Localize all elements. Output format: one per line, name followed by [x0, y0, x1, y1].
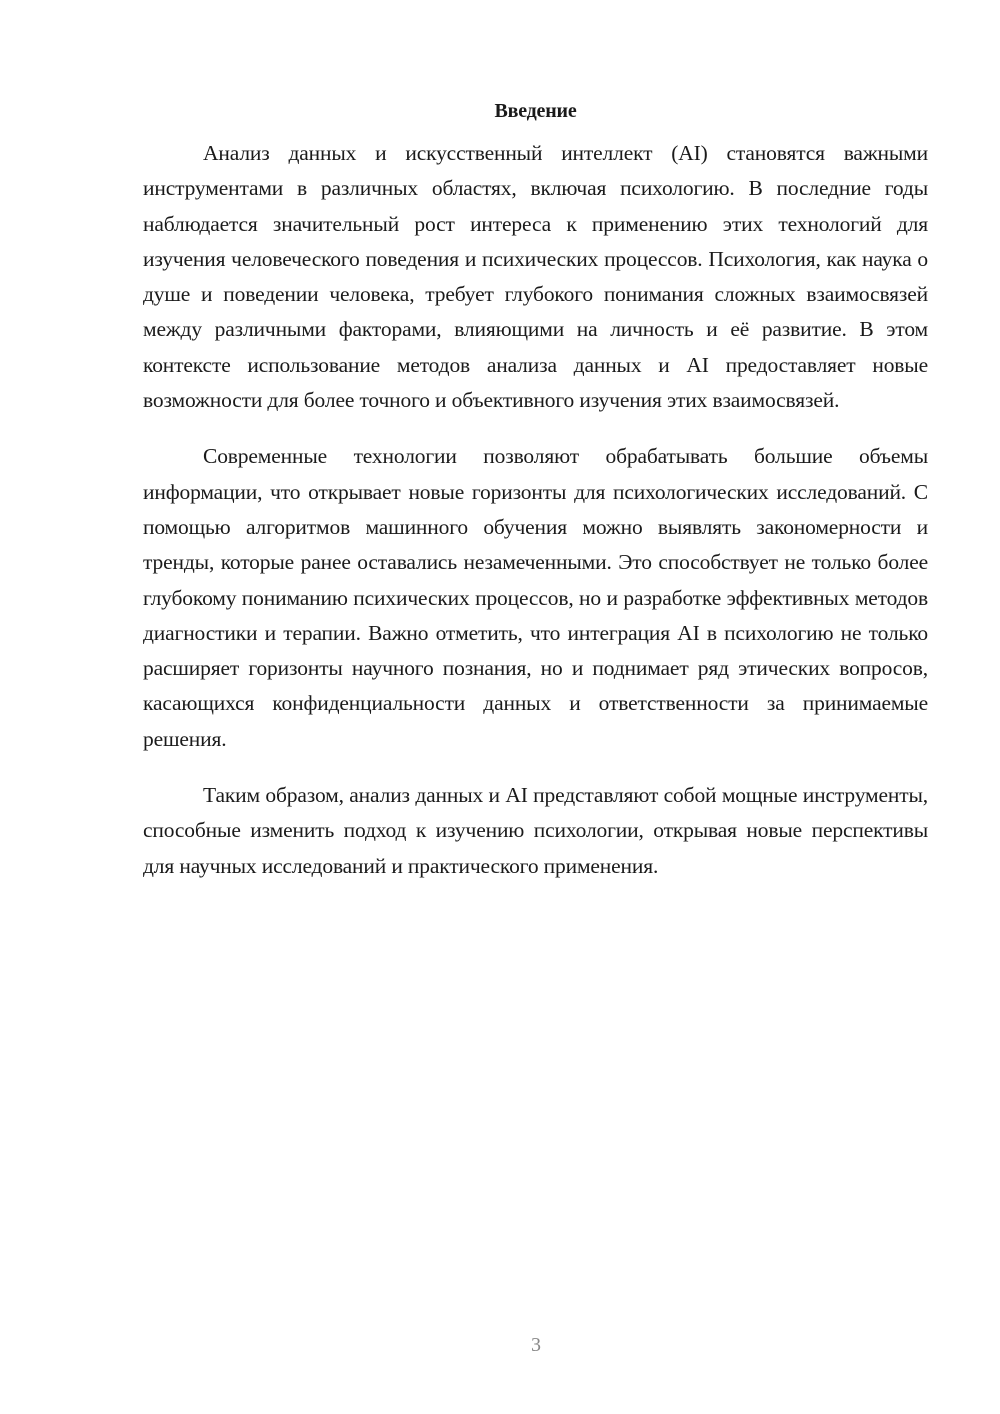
paragraph-3: Таким образом, анализ данных и AI представляют собой мощные инструменты, способные изменить подход к изучению психологии, открывая новые перспективы для научных исследований и практического применения. [143, 783, 928, 878]
paragraph-1: Анализ данных и искусственный интеллект (AI) становятся важными инструментами в различных областях, включая психологию. В последние годы наблюдается значительный рост интереса к применению этих технологий для изучения человеческого поведения и психических процессов. Психология, как наука о душе и поведении человека, требует глубокого понимания сложных взаимосвязей между различными факторами, влияющими на личность и её развитие. В этом контексте использование методов анализа данных и AI предоставляет новые возможности для более точного и объективного изучения этих взаимосвязей. [143, 141, 928, 413]
page-number: 3 [531, 1334, 541, 1356]
page-content [143, 95, 928, 884]
section-title: Введение [494, 100, 577, 122]
paragraph-2: Современные технологии позволяют обрабатывать большие объемы информации, что открывает новые горизонты для психологических исследований. С помощью алгоритмов машинного обучения можно выявлять закономерности и тренды, которые ранее оставались незамеченными. Это способствует не только более глубокому пониманию психических процессов, но и разработке эффективных методов диагностики и терапии. Важно отметить, что интеграция AI в психологию не только расширяет горизонты научного познания, но и поднимает ряд этических вопросов, касающихся конфиденциальности данных и ответственности за принимаемые решения. [143, 444, 928, 751]
